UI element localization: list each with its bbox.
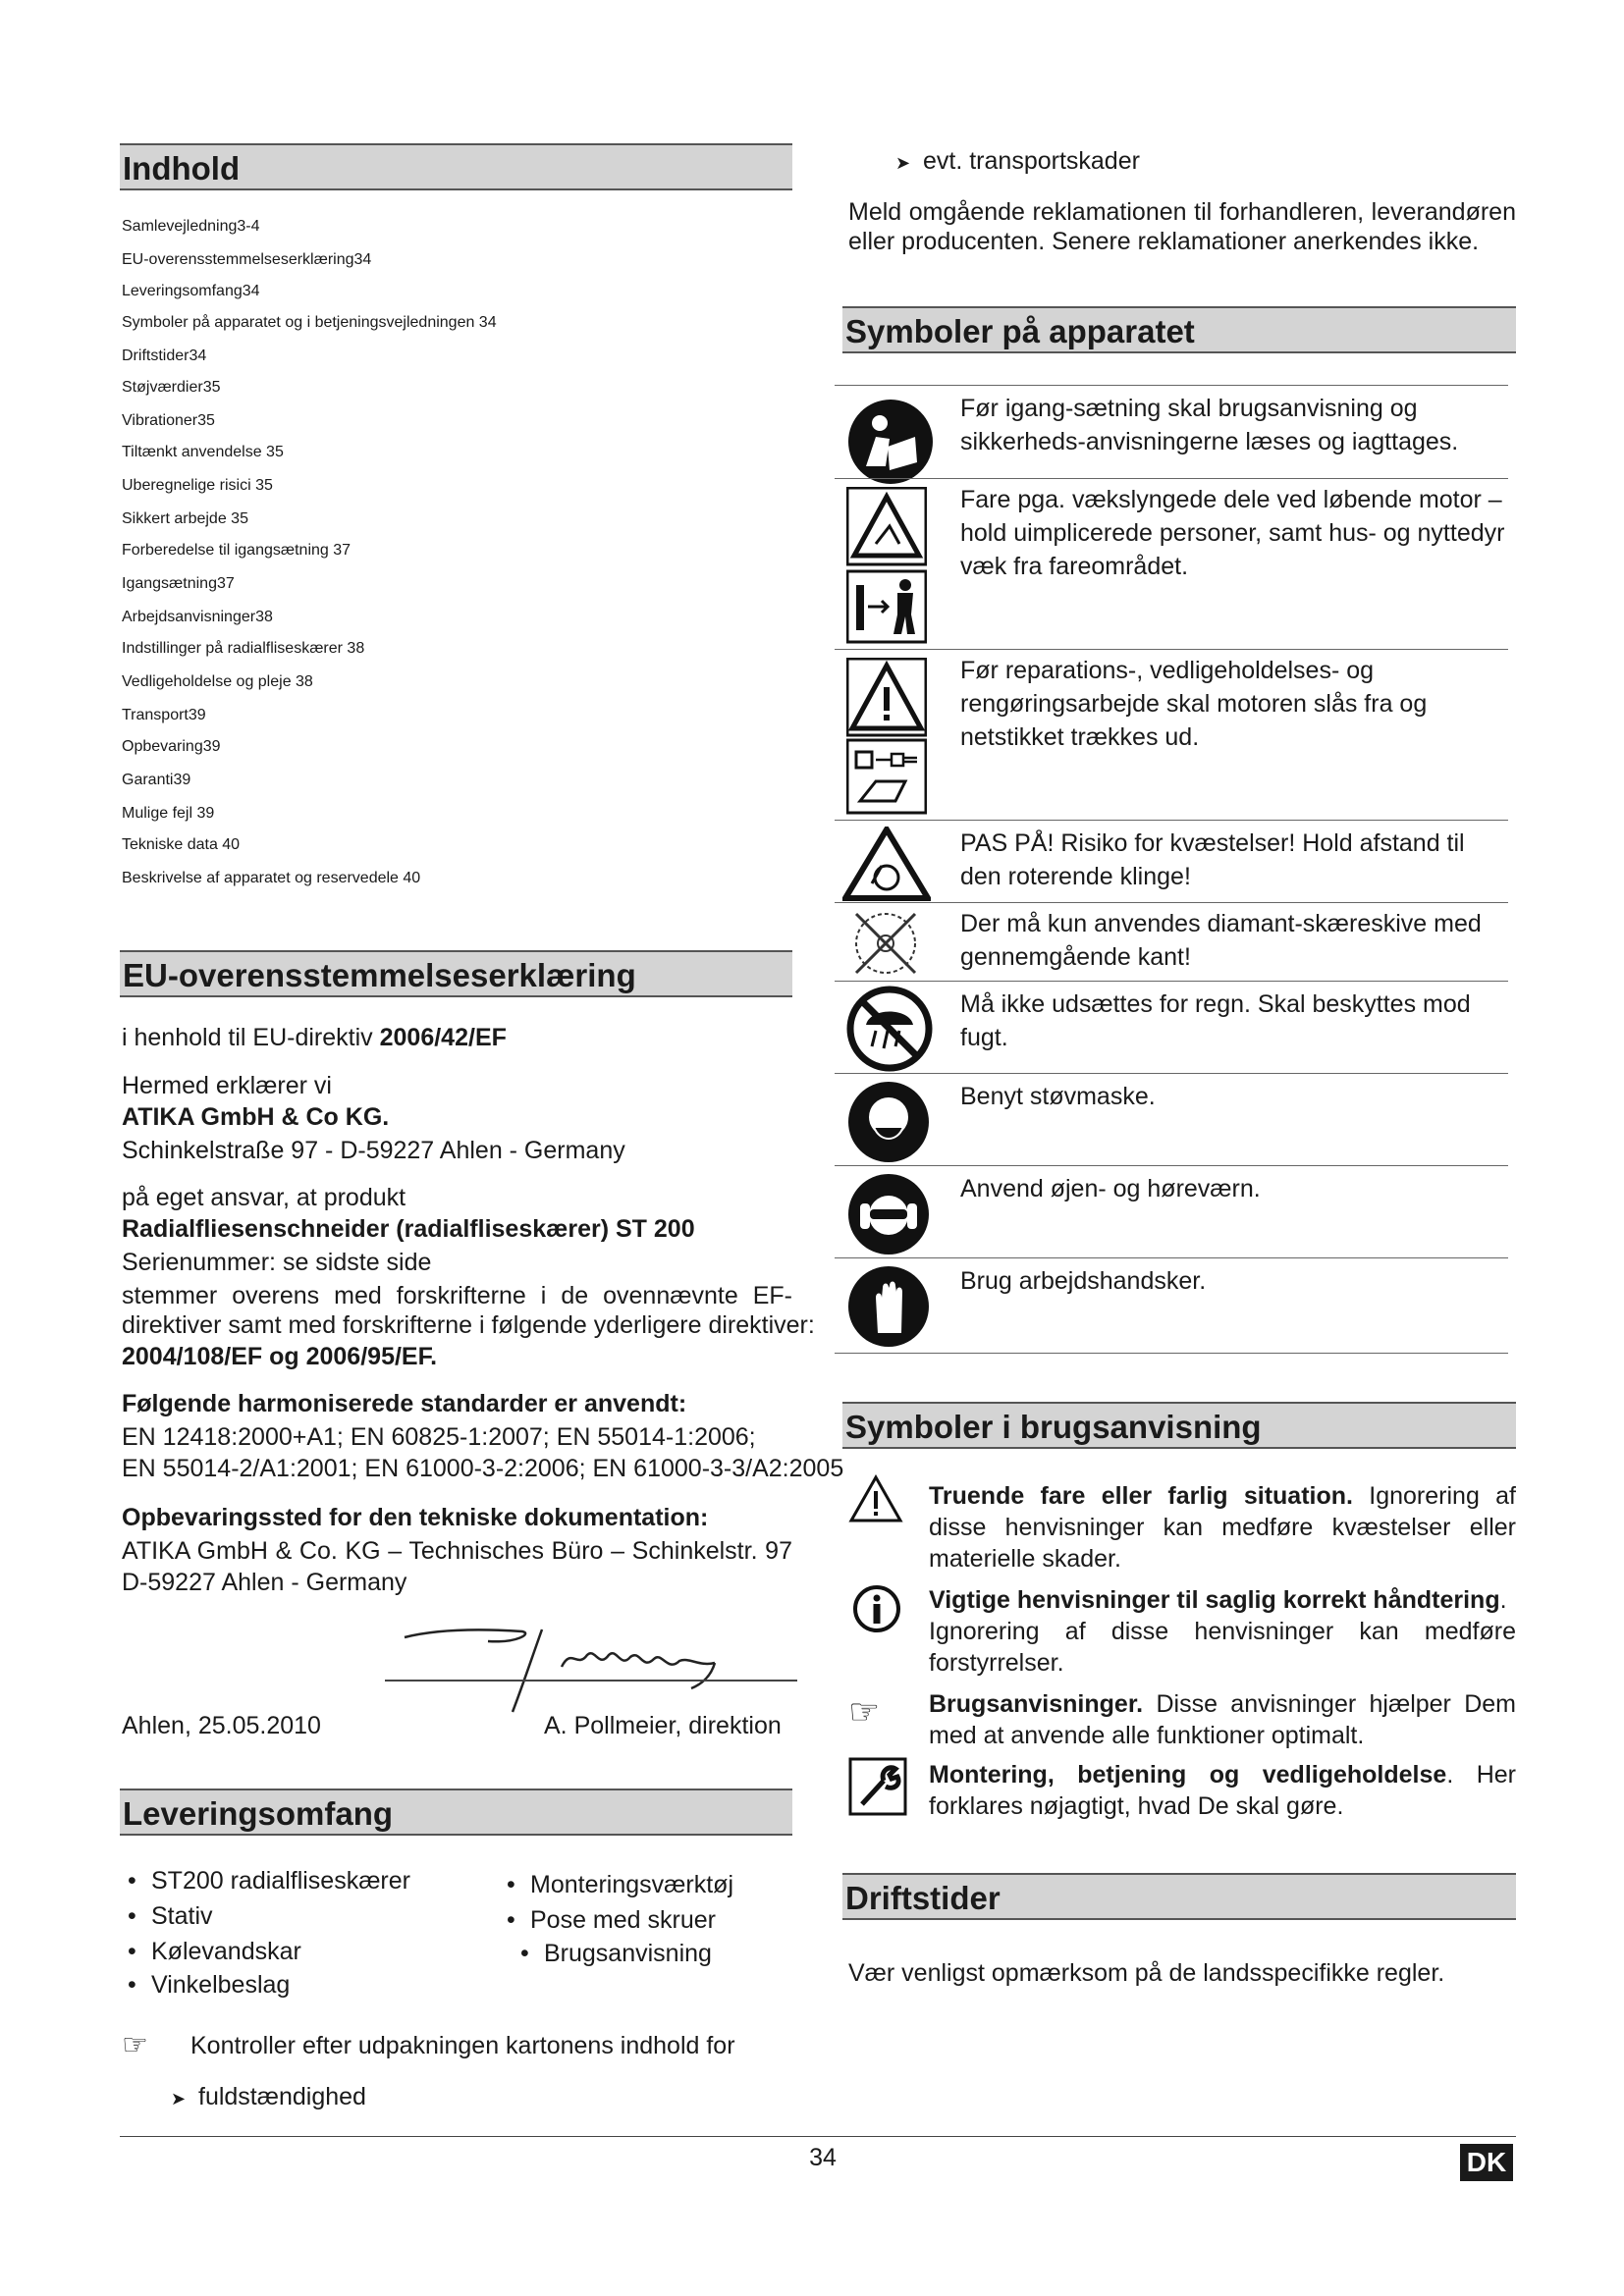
toc-entry xyxy=(122,805,785,836)
toc-entry-page: 38 xyxy=(255,609,273,625)
symbols-device-heading: Symboler på apparatet xyxy=(842,306,1516,353)
toc-entry xyxy=(122,314,785,346)
symbol-row: Må ikke udsættes for regn. Skal beskyttes mod fugt. xyxy=(835,981,1508,1074)
toc-entry-label: Vibrationer xyxy=(122,412,198,429)
delivery-heading: Leveringsomfang xyxy=(120,1789,792,1836)
diamond-disc-icon xyxy=(850,909,921,978)
toc-entry xyxy=(122,738,785,770)
toc-entry-label: Sikkert arbejde 35 xyxy=(122,510,248,527)
toc-entry-label: Driftstider xyxy=(122,347,189,364)
eu-directive: i henhold til EU-direktiv 2006/42/EF xyxy=(122,1024,507,1051)
eu-docs-title: Opbevaringssted for den tekniske dokumentation: xyxy=(122,1504,709,1531)
delivery-item: • Vinkelbeslag xyxy=(151,1969,290,2001)
toc-entry-label: Vedligeholdelse og pleje 38 xyxy=(122,673,313,690)
eu-declare: Hermed erklærer vi xyxy=(122,1072,332,1099)
symbol-row: Fare pga. vækslyngede dele ved løbende motor – hold uimplicerede personer, samt hus- og nyttedyr væk fra fareområdet. xyxy=(835,478,1508,650)
symbol-row: Benyt støvmaske. xyxy=(835,1073,1508,1166)
dust-mask-icon xyxy=(846,1080,931,1164)
toc-entry-page: 3-4 xyxy=(237,218,260,235)
complaint-line2: eller producenten. Senere reklamationer anerkendes ikke. xyxy=(848,228,1480,255)
toc-entry xyxy=(122,575,785,607)
toc-entry-label: Mulige fejl 39 xyxy=(122,805,215,822)
toc-entry xyxy=(122,673,785,705)
manual-item-instructions: Brugsanvisninger. Disse anvisninger hjælper Dem med at anvende alle funktioner optimalt. xyxy=(929,1690,1516,1749)
eu-standards-line1: EN 12418:2000+A1; EN 60825-1:2007; EN 55014-1:2006; xyxy=(122,1423,756,1451)
eu-product: Radialfliesenschneider (radialfliseskærer) ST 200 xyxy=(122,1215,695,1243)
rotating-blade-warning-icon xyxy=(842,827,931,901)
eu-company: ATIKA GmbH & Co KG. xyxy=(122,1103,390,1131)
toc-entry-page: 37 xyxy=(216,575,235,592)
delivery-item: • Monteringsværktøj xyxy=(530,1869,733,1900)
eu-standards-line2: EN 55014-2/A1:2001; EN 61000-3-2:2006; EN 61000-3-3/A2:2005 xyxy=(122,1455,844,1482)
footer-rule xyxy=(120,2136,1516,2137)
delivery-item: • ST200 radialfliseskærer xyxy=(151,1865,410,1896)
toc-entry-label: Transport xyxy=(122,707,189,723)
toc-entry xyxy=(122,836,785,868)
toc-entry-page: 35 xyxy=(202,379,221,396)
eu-own-responsibility: på eget ansvar, at produkt xyxy=(122,1184,406,1211)
toc-entry-page: 39 xyxy=(188,707,206,723)
eu-standards-title: Følgende harmoniserede standarder er anvendt: xyxy=(122,1390,687,1417)
toc-entry xyxy=(122,609,785,640)
toc-entry-label: Igangsætning xyxy=(122,575,217,592)
warning-triangle-icon xyxy=(848,1474,903,1523)
toc-entry-label: Uberegnelige risici 35 xyxy=(122,477,273,494)
toc-entry-page: 34 xyxy=(353,251,372,268)
toc-entry xyxy=(122,477,785,508)
eu-heading: EU-overensstemmelseserklæring xyxy=(120,950,792,997)
toc-entry xyxy=(122,870,785,901)
manual-item-important: Vigtige henvisninger til saglig korrekt håndtering. Ignorering af disse henvisninger kan medføre forstyrrelser. xyxy=(929,1586,1516,1677)
toc-entry xyxy=(122,347,785,379)
hand-pointer-icon: ☞ xyxy=(122,2029,148,2061)
eu-conform-line1: stemmer overens med forskrifterne i de ovennævnte EF- xyxy=(122,1282,792,1309)
toc-entry xyxy=(122,283,785,314)
delivery-check-item-2: ➤ evt. transportskader xyxy=(923,145,1140,177)
wrench-icon xyxy=(848,1757,907,1816)
toc-entry-page: 34 xyxy=(189,347,207,364)
eu-place-date: Ahlen, 25.05.2010 xyxy=(122,1712,321,1739)
toc-entry-label: Garanti xyxy=(122,772,174,788)
eu-address: Schinkelstraße 97 - D-59227 Ahlen - Germany xyxy=(122,1137,625,1164)
symbol-row: Brug arbejdshandsker. xyxy=(835,1257,1508,1354)
complaint-line1: Meld omgående reklamationen til forhandleren, leverandøren xyxy=(848,198,1516,226)
delivery-item: • Kølevandskar xyxy=(151,1936,301,1967)
rotating-parts-warning-icon xyxy=(846,487,927,644)
delivery-check-text: Kontroller efter udpakningen kartonens indhold for xyxy=(190,2032,735,2059)
toc-entry-page: 34 xyxy=(242,283,260,299)
operating-times-text: Vær venligst opmærksom på de landsspecifikke regler. xyxy=(848,1959,1445,1987)
toc-entry-page: 35 xyxy=(197,412,215,429)
toc-entry-label: Tiltænkt anvendelse 35 xyxy=(122,444,284,460)
symbol-row: Anvend øjen- og høreværn. xyxy=(835,1165,1508,1258)
toc-entry xyxy=(122,640,785,671)
symbol-row: Før reparations-, vedligeholdelses- og rengøringsarbejde skal motoren slås fra og netstikket trækkes ud. xyxy=(835,649,1508,821)
toc-entry xyxy=(122,412,785,444)
page-number: 34 xyxy=(809,2144,837,2171)
delivery-item: • Pose med skruer xyxy=(530,1904,716,1936)
toc-entry-label: Tekniske data 40 xyxy=(122,836,241,853)
toc-heading: Indhold xyxy=(120,143,792,190)
gloves-icon xyxy=(846,1264,931,1349)
toc-entry xyxy=(122,772,785,803)
no-rain-icon xyxy=(846,986,933,1072)
eu-signer: A. Pollmeier, direktion xyxy=(544,1712,782,1739)
operating-times-heading: Driftstider xyxy=(842,1873,1516,1920)
eu-docs-line2: D-59227 Ahlen - Germany xyxy=(122,1569,407,1596)
toc-entry xyxy=(122,379,785,410)
toc-entry xyxy=(122,542,785,573)
symbol-row: Før igang-sætning skal brugsanvisning og sikkerheds-anvisningerne læses og iagttages. xyxy=(835,385,1508,479)
toc-entry-page: 39 xyxy=(173,772,191,788)
instructions-hand-icon: ☞ xyxy=(848,1691,881,1732)
toc-entry xyxy=(122,510,785,542)
eu-docs-line1: ATIKA GmbH & Co. KG – Technisches Büro – Schinkelstr. 97 xyxy=(122,1537,792,1565)
toc-entry-label: Leveringsomfang xyxy=(122,283,243,299)
toc-entry-label: Arbejdsanvisninger xyxy=(122,609,256,625)
delivery-item: • Stativ xyxy=(151,1900,213,1932)
unplug-before-maintenance-icon xyxy=(846,658,927,815)
toc-entry xyxy=(122,444,785,475)
toc-entry-label: Indstillinger på radialfliseskærer 38 xyxy=(122,640,365,657)
eye-ear-protection-icon xyxy=(846,1172,931,1256)
eu-serial: Serienummer: se sidste side xyxy=(122,1249,432,1276)
delivery-check-item-1: ➤ fuldstændighed xyxy=(198,2081,366,2112)
manual-item-assembly: Montering, betjening og vedligeholdelse. Her forklares nøjagtigt, hvad De skal gøre. xyxy=(929,1761,1516,1820)
toc-entry xyxy=(122,251,785,283)
toc-entry-page: 39 xyxy=(202,738,221,755)
read-manual-icon xyxy=(846,398,935,486)
symbol-row: Der må kun anvendes diamant-skæreskive med gennemgående kant! xyxy=(835,902,1508,982)
toc-entry-label: Beskrivelse af apparatet og reservedele 40 xyxy=(122,870,421,886)
info-icon xyxy=(852,1584,901,1633)
eu-conform-line2: direktiver samt med forskrifterne i følgende yderligere direktiver: xyxy=(122,1311,815,1339)
delivery-item: • Brugsanvisning xyxy=(544,1938,712,1969)
symbols-manual-heading: Symboler i brugsanvisning xyxy=(842,1402,1516,1449)
toc-entry-label: Opbevaring xyxy=(122,738,203,755)
toc-entry xyxy=(122,707,785,738)
signature xyxy=(385,1608,797,1716)
symbol-row: PAS PÅ! Risiko for kvæstelser! Hold afstand til den roterende klinge! xyxy=(835,820,1508,903)
toc-entry-label: EU-overensstemmelseserklæring xyxy=(122,251,354,268)
toc-entry-label: Forberedelse til igangsætning 37 xyxy=(122,542,352,559)
toc-entry xyxy=(122,218,785,249)
eu-further-directives: 2004/108/EF og 2006/95/EF. xyxy=(122,1343,438,1370)
toc-entry-label: Symboler på apparatet og i betjeningsvejledningen 34 xyxy=(122,314,497,331)
toc-entry-label: Støjværdier xyxy=(122,379,203,396)
language-badge: DK xyxy=(1460,2144,1513,2181)
manual-item-danger: Truende fare eller farlig situation. Ignorering af disse henvisninger kan medføre kvæstelser eller materielle skader. xyxy=(929,1482,1516,1573)
toc-entry-label: Samlevejledning xyxy=(122,218,238,235)
